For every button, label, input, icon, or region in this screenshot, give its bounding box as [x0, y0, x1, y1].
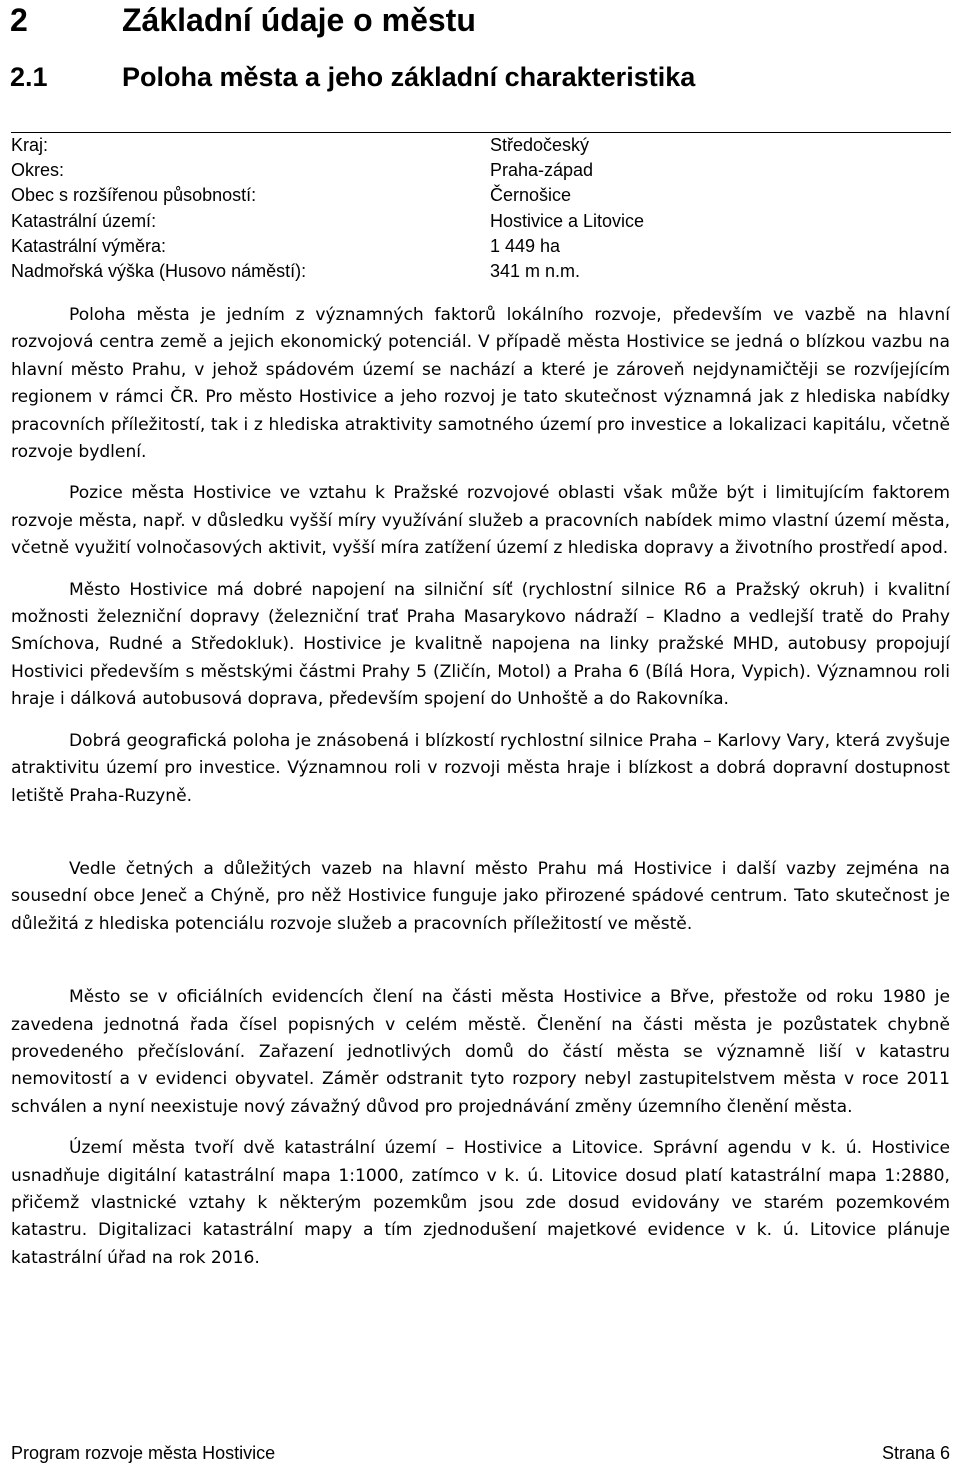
- info-label: Nadmořská výška (Husovo náměstí):: [11, 260, 307, 281]
- info-value: Středočeský: [490, 135, 590, 155]
- table-row: [11, 234, 951, 259]
- info-value: Hostivice a Litovice: [490, 210, 645, 231]
- info-label: Kraj:: [11, 135, 49, 155]
- table-row: [11, 183, 951, 208]
- paragraph: Poloha města je jedním z významných faktorů lokálního rozvoje, především ve vazbě na hlavní rozvojová centra země a jejich ekonomický potenciál. V případě města Hostivice se jedná o blízkou vazbu na hlavní město Prahu, v jehož spádovém území se nachází a které je zároveň nejdynamičtěji se rozvíjejícím regionem v rámci ČR. Pro město Hostivice a jeho rozvoj je tato skutečnost významná jak z hlediska nabídky pracovních příležitostí, tak i z hlediska atraktivity samotného území pro investice a lokalizaci kapitálu, včetně rozvoje bydlení.: [11, 305, 950, 463]
- info-value: 1 449 ha: [490, 235, 561, 256]
- table-row: [11, 209, 951, 234]
- info-value: Černošice: [490, 185, 572, 206]
- info-value: Praha-západ: [490, 160, 594, 181]
- paragraph: Město Hostivice má dobré napojení na silniční síť (rychlostní silnice R6 a Pražský okruh) i kvalitní možnosti železniční dopravy (železniční trať Praha Masarykovo nádraží – Kladno a vedlejší tratě do Prahy Smíchova, Rudné a Středokluk). Hostivice je kvalitně napojena na linky pražské MHD, autobusy propojují Hostivici především s městskými částmi Prahy 5 (Zličín, Motol) a Praha 6 (Bílá Hora, Vypich). Významnou roli hraje i dálková autobusová doprava, především spojení do Unhoště a do Rakovníka.: [11, 579, 950, 710]
- table-row: [11, 259, 951, 284]
- info-label: Katastrální výměra:: [11, 235, 167, 256]
- info-label: Obec s rozšířenou působností:: [11, 185, 257, 206]
- info-value: 341 m n.m.: [490, 260, 581, 281]
- paragraph: Vedle četných a důležitých vazeb na hlavní město Prahu má Hostivice i další vazby zejména na sousední obce Jeneč a Chýně, pro něž Hostivice funguje jako přirozené spádové centrum. Tato skutečnost je důležitá z hlediska potenciálu rozvoje služeb a pracovních příležitostí ve městě.: [11, 858, 950, 934]
- body-text: [11, 302, 950, 1272]
- paragraph: Město se v oficiálních evidencích člení na části města Hostivice a Břve, přestože od roku 1980 je zavedena jednotná řada čísel popisných v celém městě. Členění na části města je pozůstatek chybně provedeného přečíslování. Zařazení jednotlivých domů do částí města se významně liší v katastru nemovitostí a v evidenci obyvatel. Záměr odstranit tyto rozpory nebyl zastupitelstvem města v roce 2011 schválen a nyní neexistuje nový závažný důvod pro projednávání změny územního členění města.: [11, 987, 950, 1117]
- paragraph: Dobrá geografická poloha je znásobená i blízkostí rychlostní silnice Praha – Karlovy Vary, která zvyšuje atraktivitu území pro investice. Významnou roli v rozvoji města hraje i blízkost a dobrá dopravní dostupnost letiště Praha-Ruzyně.: [11, 730, 950, 806]
- section-title: Poloha města a jeho základní charakteristika: [122, 62, 696, 92]
- chapter-title: Základní údaje o městu: [122, 2, 476, 38]
- section-number: 2.1: [10, 62, 48, 92]
- paragraph: Pozice města Hostivice ve vztahu k Pražské rozvojové oblasti však může být i limitujícím faktorem rozvoje města, např. v důsledku vyšší míry využívání služeb a pracovních nabídek mimo vlastní území města, včetně využití volnočasových aktivit, vyšší míra zatížení území z hlediska dopravy a životního prostředí apod.: [11, 483, 950, 559]
- chapter-heading: [10, 0, 476, 40]
- page-number: Strana 6: [881, 1443, 950, 1463]
- table-row: [11, 158, 951, 183]
- chapter-number: 2: [10, 2, 28, 38]
- page-footer: [11, 1441, 950, 1465]
- footer-document-title: Program rozvoje města Hostivice: [11, 1443, 276, 1463]
- table-row: [11, 133, 951, 159]
- info-label: Okres:: [11, 160, 65, 181]
- paragraph: Území města tvoří dvě katastrální území – Hostivice a Litovice. Správní agendu v k. ú. Hostivice usnadňuje digitální katastrální mapa 1:1000, zatímco v k. ú. Litovice dosud platí katastrální mapa 1:2880, přičemž vlastnické vztahy k některým pozemkům jsou zde dosud evidovány ve starém pozemkovém katastru. Digitalizaci katastrální mapy a tím zjednodušení majetkové evidence v k. ú. Litovice plánuje katastrální úřad na rok 2016.: [11, 1138, 950, 1268]
- section-heading: [10, 59, 695, 95]
- basic-info-table: [11, 132, 951, 284]
- info-label: Katastrální území:: [11, 210, 157, 231]
